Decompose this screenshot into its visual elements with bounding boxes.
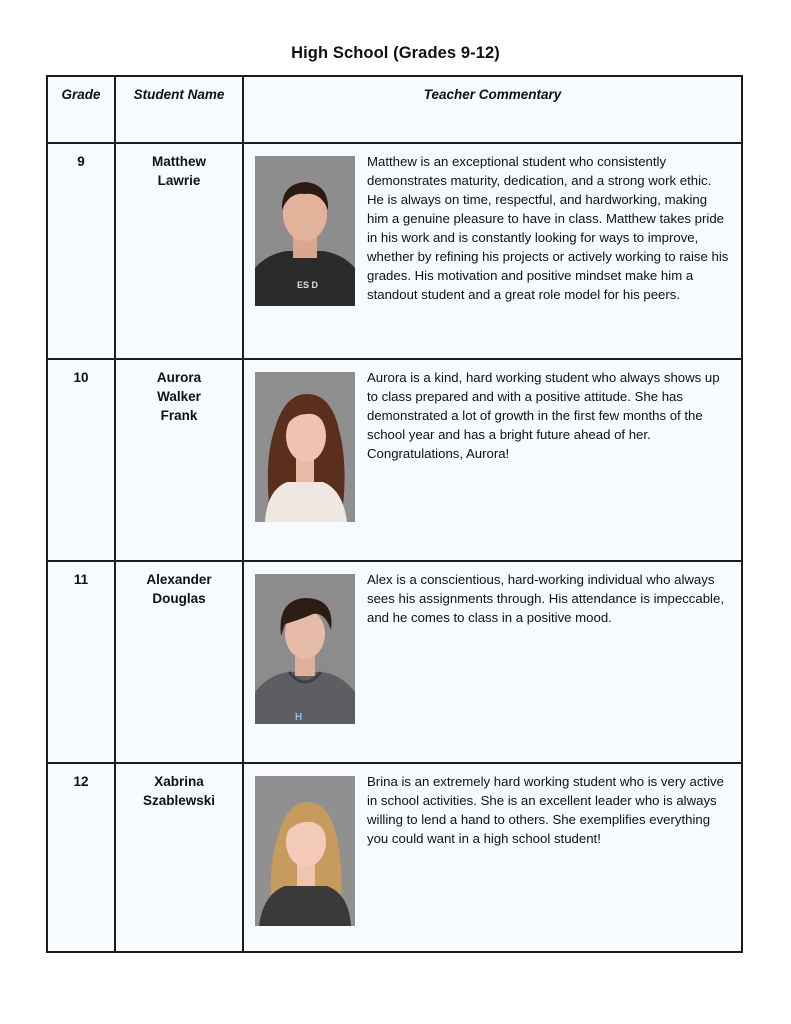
student-photo [255,776,355,926]
student-table [46,75,743,953]
student-middle-name: Walker [157,389,201,404]
grade-value: 12 [73,774,89,789]
header-student-name [115,76,243,143]
teacher-commentary: Matthew is an exceptional student who consistently demonstrates maturity, dedication, and a strong work ethic. He is always on time, respectful, and hardworking, making him a genuine pleasure to have in class. Matthew takes pride in his work and is constantly looking for ways to improve, whether by refining his projects or actively working to raise his grades. His motivation and positive mindset make him a standout student and a great role model for his peers. [367,154,729,302]
teacher-commentary: Brina is an extremely hard working student who is very active in school activities. She is an excellent leader who is always willing to lend a hand to others. She exemplifies everything you could want in a high school student! [367,774,724,846]
header-teacher-commentary-label: Teacher Commentary [423,87,562,102]
grade-cell [47,561,115,763]
table-row [47,763,742,952]
student-name-cell [115,561,243,763]
student-name-cell [115,359,243,561]
grade-value: 11 [73,572,89,587]
student-photo [255,372,355,522]
commentary-cell [243,359,742,561]
svg-text:ES D: ES D [297,280,319,290]
grade-value: 9 [77,154,85,169]
teacher-commentary: Aurora is a kind, hard working student who always shows up to class prepared and with a positive attitude. She has demonstrated a lot of growth in the first few months of the school year and has a bright future ahead of her. Congratulations, Aurora! [367,370,720,461]
header-grade-label: Grade [61,87,101,102]
commentary-cell [243,143,742,359]
table-header-row [47,76,742,143]
grade-value: 10 [73,370,89,385]
table-row [47,359,742,561]
student-first-name: Aurora [156,370,202,385]
commentary-cell [243,561,742,763]
student-first-name: Alexander [146,572,212,587]
header-teacher-commentary [243,76,742,143]
student-name-cell [115,143,243,359]
table-row [47,143,742,359]
page-title: High School (Grades 9-12) [291,44,500,62]
student-last-name: Douglas [152,591,206,606]
student-photo [255,156,355,306]
teacher-commentary: Alex is a conscientious, hard-working individual who always sees his assignments through. His attendance is impeccable, and he comes to class in a positive mood. [367,572,724,625]
student-last-name: Szablewski [142,793,216,808]
svg-text:H: H [295,712,303,723]
grade-cell [47,143,115,359]
header-grade [47,76,115,143]
student-first-name: Xabrina [154,774,204,789]
student-photo [255,574,355,724]
grade-cell [47,359,115,561]
student-last-name: Frank [160,408,198,423]
student-name-cell [115,763,243,952]
header-student-name-label: Student Name [133,87,225,102]
table-row [47,561,742,763]
grade-cell [47,763,115,952]
student-first-name: Matthew [152,154,206,169]
commentary-cell [243,763,742,952]
student-last-name: Lawrie [157,173,201,188]
